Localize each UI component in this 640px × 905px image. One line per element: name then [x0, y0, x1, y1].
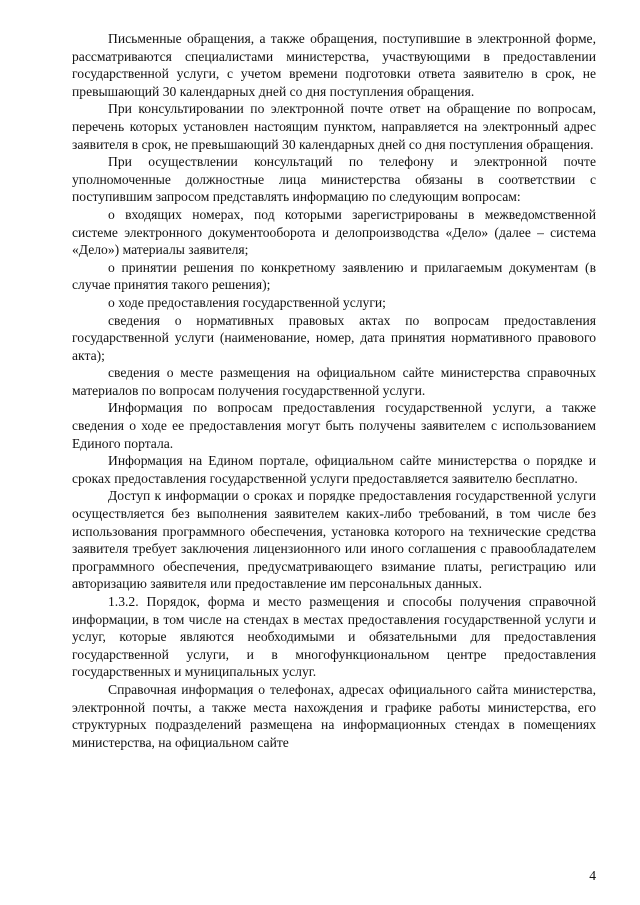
paragraph-phone-consultation: При осуществлении консультаций по телефону и электронной почте уполномоченные должностные лица министерства обязаны в соответствии с поступившим запросом представлять информацию по следующим вопросам: — [72, 154, 596, 205]
paragraph-written-appeals: Письменные обращения, а также обращения, поступившие в электронной форме, рассматриваются специалистами министерства, участвующими в предоставлении государственной услуги, с учетом времени подготовки ответа заявителю в срок, не превышающий 30 календарных дней со дня поступления обращения. — [72, 31, 596, 99]
paragraph-section-1-3-2: 1.3.2. Порядок, форма и место размещения и способы получения справочной информации, в том числе на стендах в местах предоставления государственной услуги и услуг, которые являются необходимыми и обязательными для предоставления государственной услуги, и в многофункциональном центре предоставления государственных и муниципальных услуг. — [72, 594, 596, 680]
paragraph-regulations: сведения о нормативных правовых актах по вопросам предоставления государственной услуги (наименование, номер, дата принятия нормативного правового акта); — [72, 312, 596, 363]
paragraph-reference-materials: сведения о месте размещения на официальном сайте министерства справочных материалов по вопросам получения государственной услуги. — [72, 365, 596, 398]
document-body — [72, 30, 596, 751]
paragraph-access-to-information: Доступ к информации о сроках и порядке предоставления государственной услуги осуществляется без выполнения заявителем каких-либо требований, в том числе без использования программного обеспечения, установка которого на технические средства заявителя требует заключения лицензионного или иного соглашения с правообладателем программного обеспечения, предусматривающего взимание платы, регистрацию или авторизацию заявителя или предоставление им персональных данных. — [72, 488, 596, 592]
paragraph-free-of-charge: Информация на Едином портале, официальном сайте министерства о порядке и сроках предоставления государственной услуги предоставляется заявителю бесплатно. — [72, 453, 596, 486]
paragraph-unified-portal: Информация по вопросам предоставления государственной услуги, а также сведения о ходе ее предоставления могут быть получены заявителем с использованием Единого портала. — [72, 400, 596, 451]
paragraph-reference-information: Справочная информация о телефонах, адресах официального сайта министерства, электронной почты, а также места нахождения и графике работы министерства, его структурных подразделений размещена на информационных стендах в помещениях министерства, на официальном сайте — [72, 681, 596, 750]
paragraph-decision: о принятии решения по конкретному заявлению и прилагаемым документам (в случае принятия такого решения); — [72, 259, 596, 293]
paragraph-service-progress: о ходе предоставления государственной услуги; — [108, 294, 386, 310]
paragraph-incoming-numbers: о входящих номерах, под которыми зарегистрированы в межведомственной системе электронного документооборота и делопроизводства «Дело» (далее – система «Дело») материалы заявителя; — [72, 206, 596, 258]
page-number: 4 — [589, 868, 596, 883]
paragraph-email-consultation: При консультировании по электронной почте ответ на обращение по вопросам, перечень которых установлен настоящим пунктом, направляется на электронный адрес заявителя в срок, не превышающий 30 календарных дней со дня поступления обращения. — [72, 101, 596, 152]
